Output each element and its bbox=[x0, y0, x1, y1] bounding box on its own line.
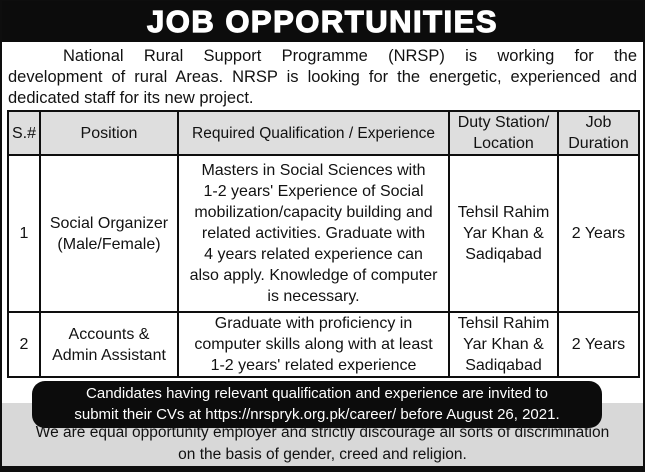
intro-paragraph bbox=[2, 42, 643, 110]
cv-submission-banner: Candidates having relevant qualification and experience are invited to submit their CVs at https://nrspryk.org.pk/career/ before August 26, 2021. bbox=[32, 381, 602, 428]
col-header-duration: Job Duration bbox=[558, 111, 639, 155]
page-title: JOB OPPORTUNITIES bbox=[146, 3, 499, 39]
duty-station-cell: Tehsil Rahim Yar Khan & Sadiqabad bbox=[449, 312, 558, 377]
col-header-position: Position bbox=[40, 111, 178, 155]
job-row-2 bbox=[8, 312, 639, 377]
table-header-row bbox=[8, 111, 639, 155]
col-header-qualification: Required Qualification / Experience bbox=[178, 111, 449, 155]
jobs-table bbox=[7, 110, 640, 378]
qualification-cell: Masters in Social Sciences with 1-2 years' Experience of Social mobilization/capacity building and related activities. Graduate with 4 years related experience can also apply. Knowledge of computer is necessary. bbox=[178, 155, 449, 312]
duration-cell: 2 Years bbox=[558, 155, 639, 312]
intro-line-3: dedicated staff for its new project. bbox=[8, 89, 254, 107]
duty-station-cell: Tehsil Rahim Yar Khan & Sadiqabad bbox=[449, 155, 558, 312]
equal-opportunity-notice: We are equal opportunity employer and strictly discourage all sorts of discrimination on the basis of gender, creed and religion. bbox=[35, 424, 610, 463]
position-cell: Social Organizer (Male/Female) bbox=[40, 155, 178, 312]
sno-cell: 1 bbox=[8, 155, 40, 312]
intro-line-1: National Rural Support Programme (NRSP) is working for the bbox=[63, 47, 637, 65]
col-header-duty-station: Duty Station/ Location bbox=[449, 111, 558, 155]
qualification-cell: Graduate with proficiency in computer skills along with at least 1-2 years' related experience bbox=[178, 312, 449, 377]
footer-zone bbox=[2, 378, 643, 467]
duration-cell: 2 Years bbox=[558, 312, 639, 377]
job-row-1 bbox=[8, 155, 639, 312]
intro-line-2: development of rural Areas. NRSP is looking for the energetic, experienced and bbox=[8, 68, 637, 86]
col-header-sno: S.# bbox=[8, 111, 40, 155]
title-bar bbox=[2, 1, 643, 42]
sno-cell: 2 bbox=[8, 312, 40, 377]
position-cell: Accounts & Admin Assistant bbox=[40, 312, 178, 377]
